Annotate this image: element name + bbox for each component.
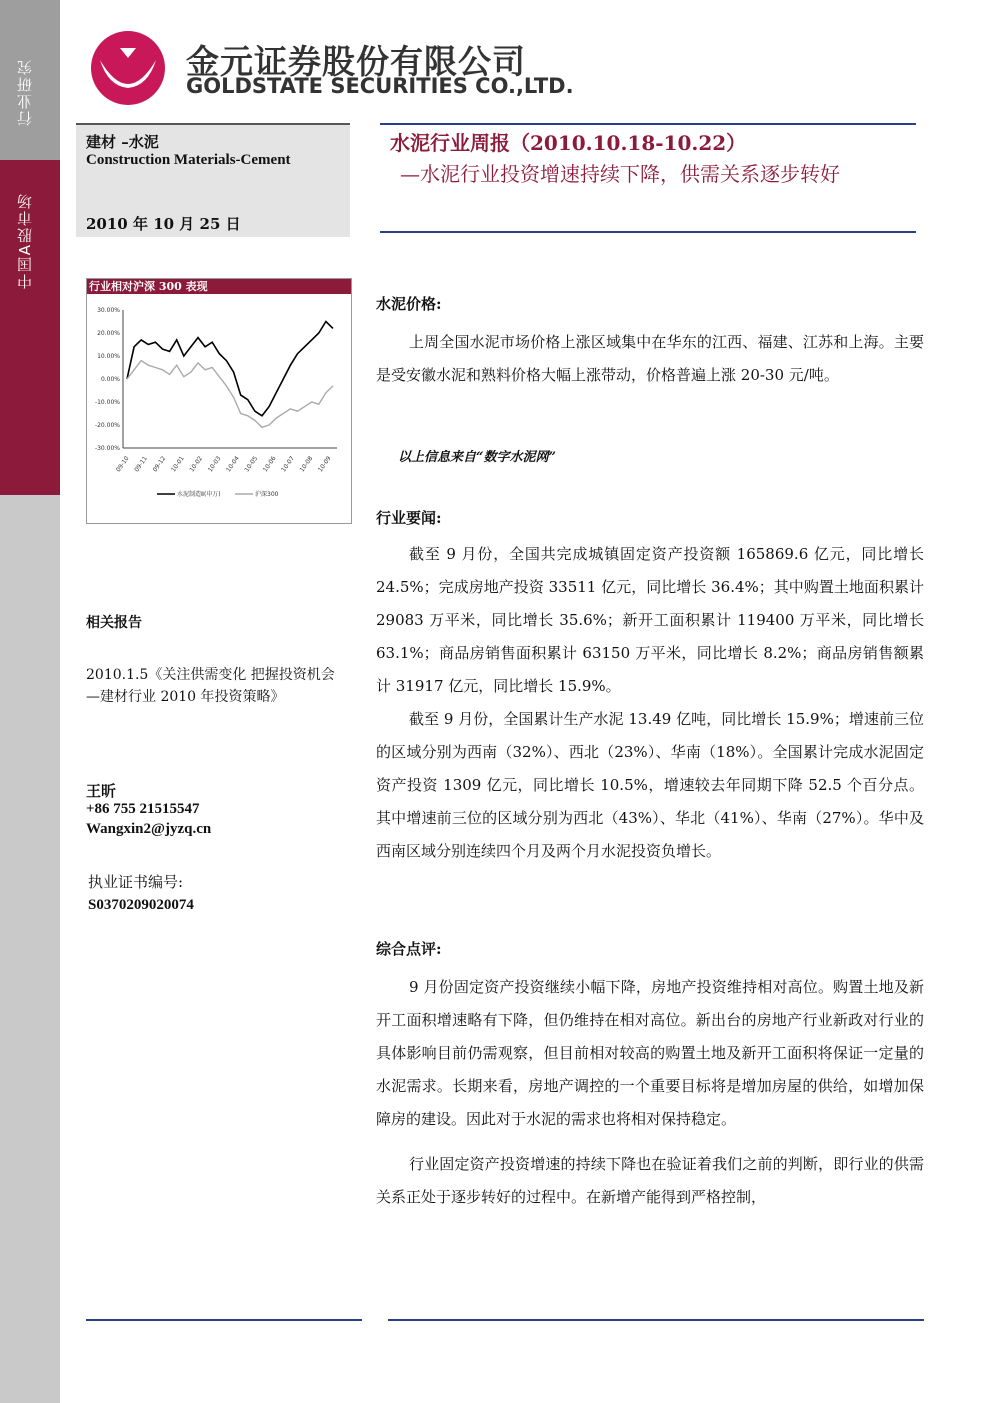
chart-x-tick-label: 10-09 <box>316 455 333 474</box>
cert-label: 执业证书编号: <box>88 873 184 891</box>
chart-plot <box>87 294 351 522</box>
cert-number: S0370209020074 <box>88 897 194 913</box>
chart-x-tick-label: 10-06 <box>261 455 278 474</box>
analyst-phone: +86 755 21515547 <box>86 801 200 817</box>
analyst-email[interactable]: Wangxin2@jyzq.cn <box>86 821 212 837</box>
price-paragraph: 上周全国水泥市场价格上涨区域集中在华东的江西、福建、江苏和上海。主要是受安徽水泥和熟料价格大幅上涨带动，价格普遍上涨 20-30 元/吨。 <box>376 333 924 384</box>
comment-paragraph-2: 行业固定资产投资增速的持续下降也在验证着我们之前的判断，即行业的供需关系正处于逐步转好的过程中。在新增产能得到严格控制， <box>376 1155 924 1206</box>
chart-y-tick-label: -30.00% <box>94 445 120 452</box>
footer-rule-right <box>388 1319 924 1321</box>
section-news-body <box>376 538 924 868</box>
sidebar-top-label: 行业研究 <box>16 58 34 126</box>
chart-x-tick-label: 10-08 <box>298 455 315 474</box>
section-comment-heading: 综合点评: <box>376 940 442 958</box>
chart-x-tick-label: 09-12 <box>151 455 168 474</box>
chart-x-tick-label: 09-11 <box>133 455 150 474</box>
source-note: 以上信息来自“数字水泥网” <box>398 450 556 465</box>
sector-en: Construction Materials-Cement <box>86 152 291 168</box>
report-date: 2010 年 10 月 25 日 <box>86 215 241 233</box>
sector-cn: 建材 –水泥 <box>86 133 159 151</box>
section-comment-body <box>376 971 924 1214</box>
chart-x-tick-label: 10-01 <box>169 455 186 474</box>
related-reports-heading: 相关报告 <box>86 615 142 631</box>
related-report-line2: —建材行业 2010 年投资策略》 <box>86 689 285 705</box>
chart-x-tick-label: 09-10 <box>114 455 131 474</box>
chart-x-tick-label: 10-02 <box>188 455 205 474</box>
chart-heading <box>87 279 351 294</box>
chart-y-tick-label: 20.00% <box>97 330 120 337</box>
analyst-name: 王昕 <box>86 782 117 800</box>
sidebar-top-band <box>0 0 60 160</box>
sidebar-red-label: 中国A股市场 <box>16 192 34 290</box>
report-title: 水泥行业周报（2010.10.18-10.22） <box>390 131 747 155</box>
company-name-cn: 金元证券股份有限公司 <box>186 42 526 81</box>
news-paragraph-1: 截至 9 月份，全国共完成城镇固定资产投资额 165869.6 亿元，同比增长 24.5%；完成房地产投资 33511 亿元，同比增长 36.4%；其中购置土地面积累计 29083 万平米，同比增长 35.6%；新开工面积累计 119400 万平米，同比增长 63.1%；商品房销售面积累计 63150 万平米，同比增长 8.2%；商品房销售额累计 31917 亿元，同比增长 15.9%。 <box>376 545 924 695</box>
sidebar-red-band <box>0 160 60 495</box>
section-price-body <box>376 326 924 392</box>
company-name-en: GOLDSTATE SECURITIES CO.,LTD. <box>186 74 574 98</box>
chart-y-tick-label: 10.00% <box>97 353 120 360</box>
chart-y-tick-label: -10.00% <box>94 399 120 406</box>
title-rule-top <box>380 123 916 125</box>
section-price-heading: 水泥价格: <box>376 295 442 313</box>
chart-x-tick-label: 10-03 <box>206 455 223 474</box>
relative-performance-chart <box>86 278 352 524</box>
chart-legend-label: 沪深300 <box>255 491 279 498</box>
chart-series-line <box>127 361 333 428</box>
section-news-heading: 行业要闻: <box>376 509 442 527</box>
title-rule-bottom <box>380 231 916 233</box>
chart-x-tick-label: 10-07 <box>280 455 296 474</box>
chart-heading-text: 行业相对沪深 300 表现 <box>89 280 208 293</box>
sector-info-box <box>76 123 350 237</box>
chart-y-tick-label: 30.00% <box>97 307 120 314</box>
chart-x-tick-label: 10-05 <box>243 455 260 474</box>
chart-y-tick-label: -20.00% <box>94 422 120 429</box>
related-report-line1: 2010.1.5《关注供需变化 把握投资机会 <box>86 667 335 683</box>
sidebar <box>0 0 60 1403</box>
comment-paragraph-1: 9 月份固定资产投资继续小幅下降，房地产投资维持相对高位。购置土地及新开工面积增速略有下降，但仍维持在相对高位。新出台的房地产行业新政对行业的具体影响目前仍需观察，但目前相对较高的购置土地及新开工面积将保证一定量的水泥需求。长期来看，房地产调控的一个重要目标将是增加房屋的供给，如增加保障房的建设。因此对于水泥的需求也将相对保持稳定。 <box>376 978 924 1128</box>
chart-y-tick-label: 0.00% <box>100 376 120 383</box>
footer-rule-left <box>86 1319 362 1321</box>
chart-legend-label: 水泥制造Ⅱ(申万) <box>177 491 221 498</box>
company-logo-icon <box>90 30 166 106</box>
report-subtitle: —水泥行业投资增速持续下降，供需关系逐步转好 <box>400 162 840 186</box>
chart-x-tick-label: 10-04 <box>225 455 241 474</box>
news-paragraph-2: 截至 9 月份，全国累计生产水泥 13.49 亿吨，同比增长 15.9%；增速前三位的区域分别为西南（32%）、西北（23%）、华南（18%）。全国累计完成水泥固定资产投资 1309 亿元，同比增长 10.5%，增速较去年同期下降 52.5 个百分点。其中增速前三位的区域分别为西北（43%）、华北（41%）、华南（27%）。华中及西南区域分别连续四个月及两个月水泥投资负增长。 <box>376 710 924 860</box>
